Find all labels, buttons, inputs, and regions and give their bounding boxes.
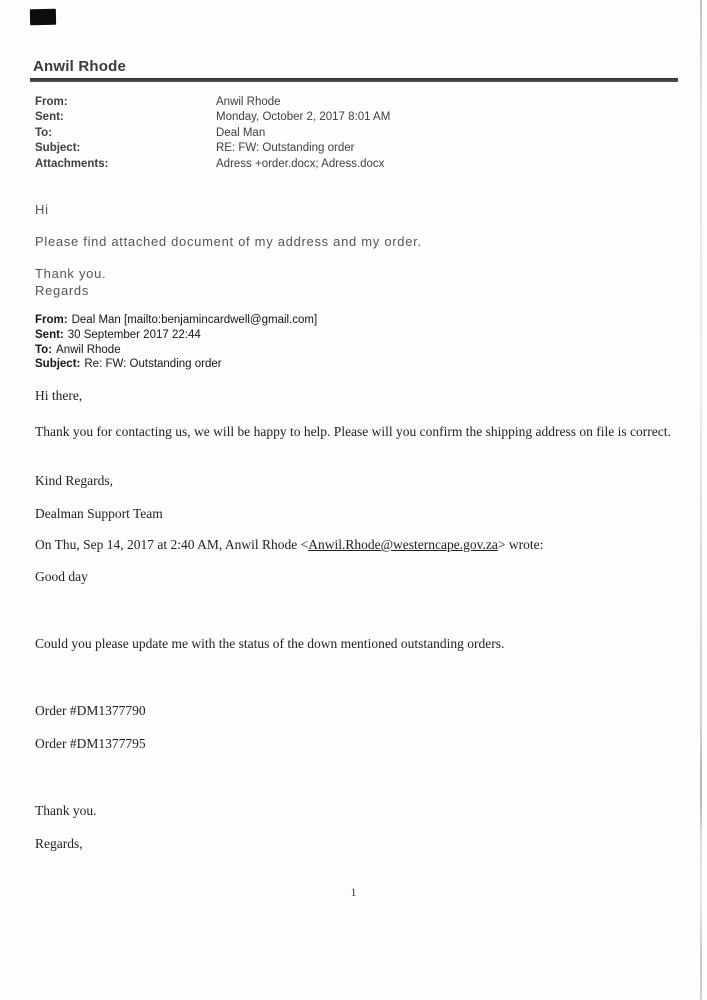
quoted-value-subject: Re: FW: Outstanding order bbox=[84, 358, 222, 371]
quoted-label-sent: Sent: bbox=[35, 328, 64, 341]
quoted-paragraph-line2: correct. bbox=[630, 424, 671, 439]
attribution-line bbox=[35, 534, 543, 555]
order-number-1: Order #DM1377790 bbox=[35, 703, 146, 718]
email-header-block bbox=[35, 95, 390, 172]
body-greeting: Hi bbox=[35, 202, 49, 217]
header-row-to bbox=[35, 126, 390, 141]
header-label-attachments: Attachments: bbox=[35, 157, 109, 170]
header-label-sent: Sent: bbox=[35, 111, 64, 124]
order-number-2: Order #DM1377795 bbox=[35, 736, 146, 751]
quoted-header-row-subject bbox=[35, 357, 317, 372]
quoted-regards: Kind Regards, bbox=[35, 473, 113, 488]
quoted-greeting: Hi there, bbox=[35, 388, 83, 403]
header-label-from: From: bbox=[35, 96, 68, 108]
quoted-request: Could you please update me with the status of the down mentioned outstanding orders. bbox=[35, 636, 505, 651]
quoted-value-from: Deal Man [mailto:benjamincardwell@gmail.com] bbox=[71, 314, 318, 326]
quoted-header-row-from bbox=[35, 313, 317, 328]
header-row-subject bbox=[35, 141, 390, 156]
quoted-paragraph bbox=[35, 421, 683, 442]
page-number: 1 bbox=[350, 887, 357, 899]
header-row-from bbox=[35, 95, 390, 110]
header-value-to: Deal Man bbox=[216, 126, 266, 139]
scan-corner-mark bbox=[30, 9, 56, 25]
quoted-signoff: Regards, bbox=[35, 836, 83, 851]
header-value-from: Anwil Rhode bbox=[216, 96, 281, 108]
header-row-attachments bbox=[35, 157, 390, 172]
header-label-subject: Subject: bbox=[35, 142, 81, 155]
quoted-label-subject: Subject: bbox=[35, 358, 81, 371]
quoted-paragraph-line1: Thank you for contacting us, we will be happy to help. Please will you confirm the shipping address on file is bbox=[35, 424, 627, 439]
page-title: Anwil Rhode bbox=[33, 58, 127, 75]
quoted-value-to: Anwil Rhode bbox=[56, 343, 121, 356]
body-thanks: Thank you. bbox=[35, 266, 107, 281]
quoted-team-signature: Dealman Support Team bbox=[35, 506, 163, 521]
quoted-thanks: Thank you. bbox=[35, 803, 97, 818]
quoted-header-row-sent bbox=[35, 328, 317, 343]
quoted-label-to: To: bbox=[35, 343, 53, 356]
attribution-suffix: > wrote: bbox=[497, 537, 544, 552]
quoted-greeting2: Good day bbox=[35, 569, 88, 584]
header-row-sent bbox=[35, 110, 390, 125]
title-divider bbox=[30, 78, 678, 82]
quoted-header-row-to bbox=[35, 343, 317, 358]
email-address-link[interactable]: Anwil.Rhode@westerncape.gov.za bbox=[308, 537, 498, 552]
quoted-header-block bbox=[35, 313, 317, 372]
body-message: Please find attached document of my address and my order. bbox=[35, 234, 422, 249]
header-label-to: To: bbox=[35, 126, 53, 139]
header-value-sent: Monday, October 2, 2017 8:01 AM bbox=[216, 111, 391, 124]
header-value-attachments: Adress +order.docx; Adress.docx bbox=[216, 157, 385, 170]
scan-edge-shadow bbox=[700, 0, 702, 1000]
header-value-subject: RE: FW: Outstanding order bbox=[216, 142, 355, 155]
quoted-value-sent: 30 September 2017 22:44 bbox=[67, 328, 201, 341]
body-signoff: Regards bbox=[35, 283, 90, 298]
attribution-prefix: On Thu, Sep 14, 2017 at 2:40 AM, Anwil Rhode < bbox=[35, 537, 309, 552]
quoted-label-from: From: bbox=[35, 314, 68, 326]
